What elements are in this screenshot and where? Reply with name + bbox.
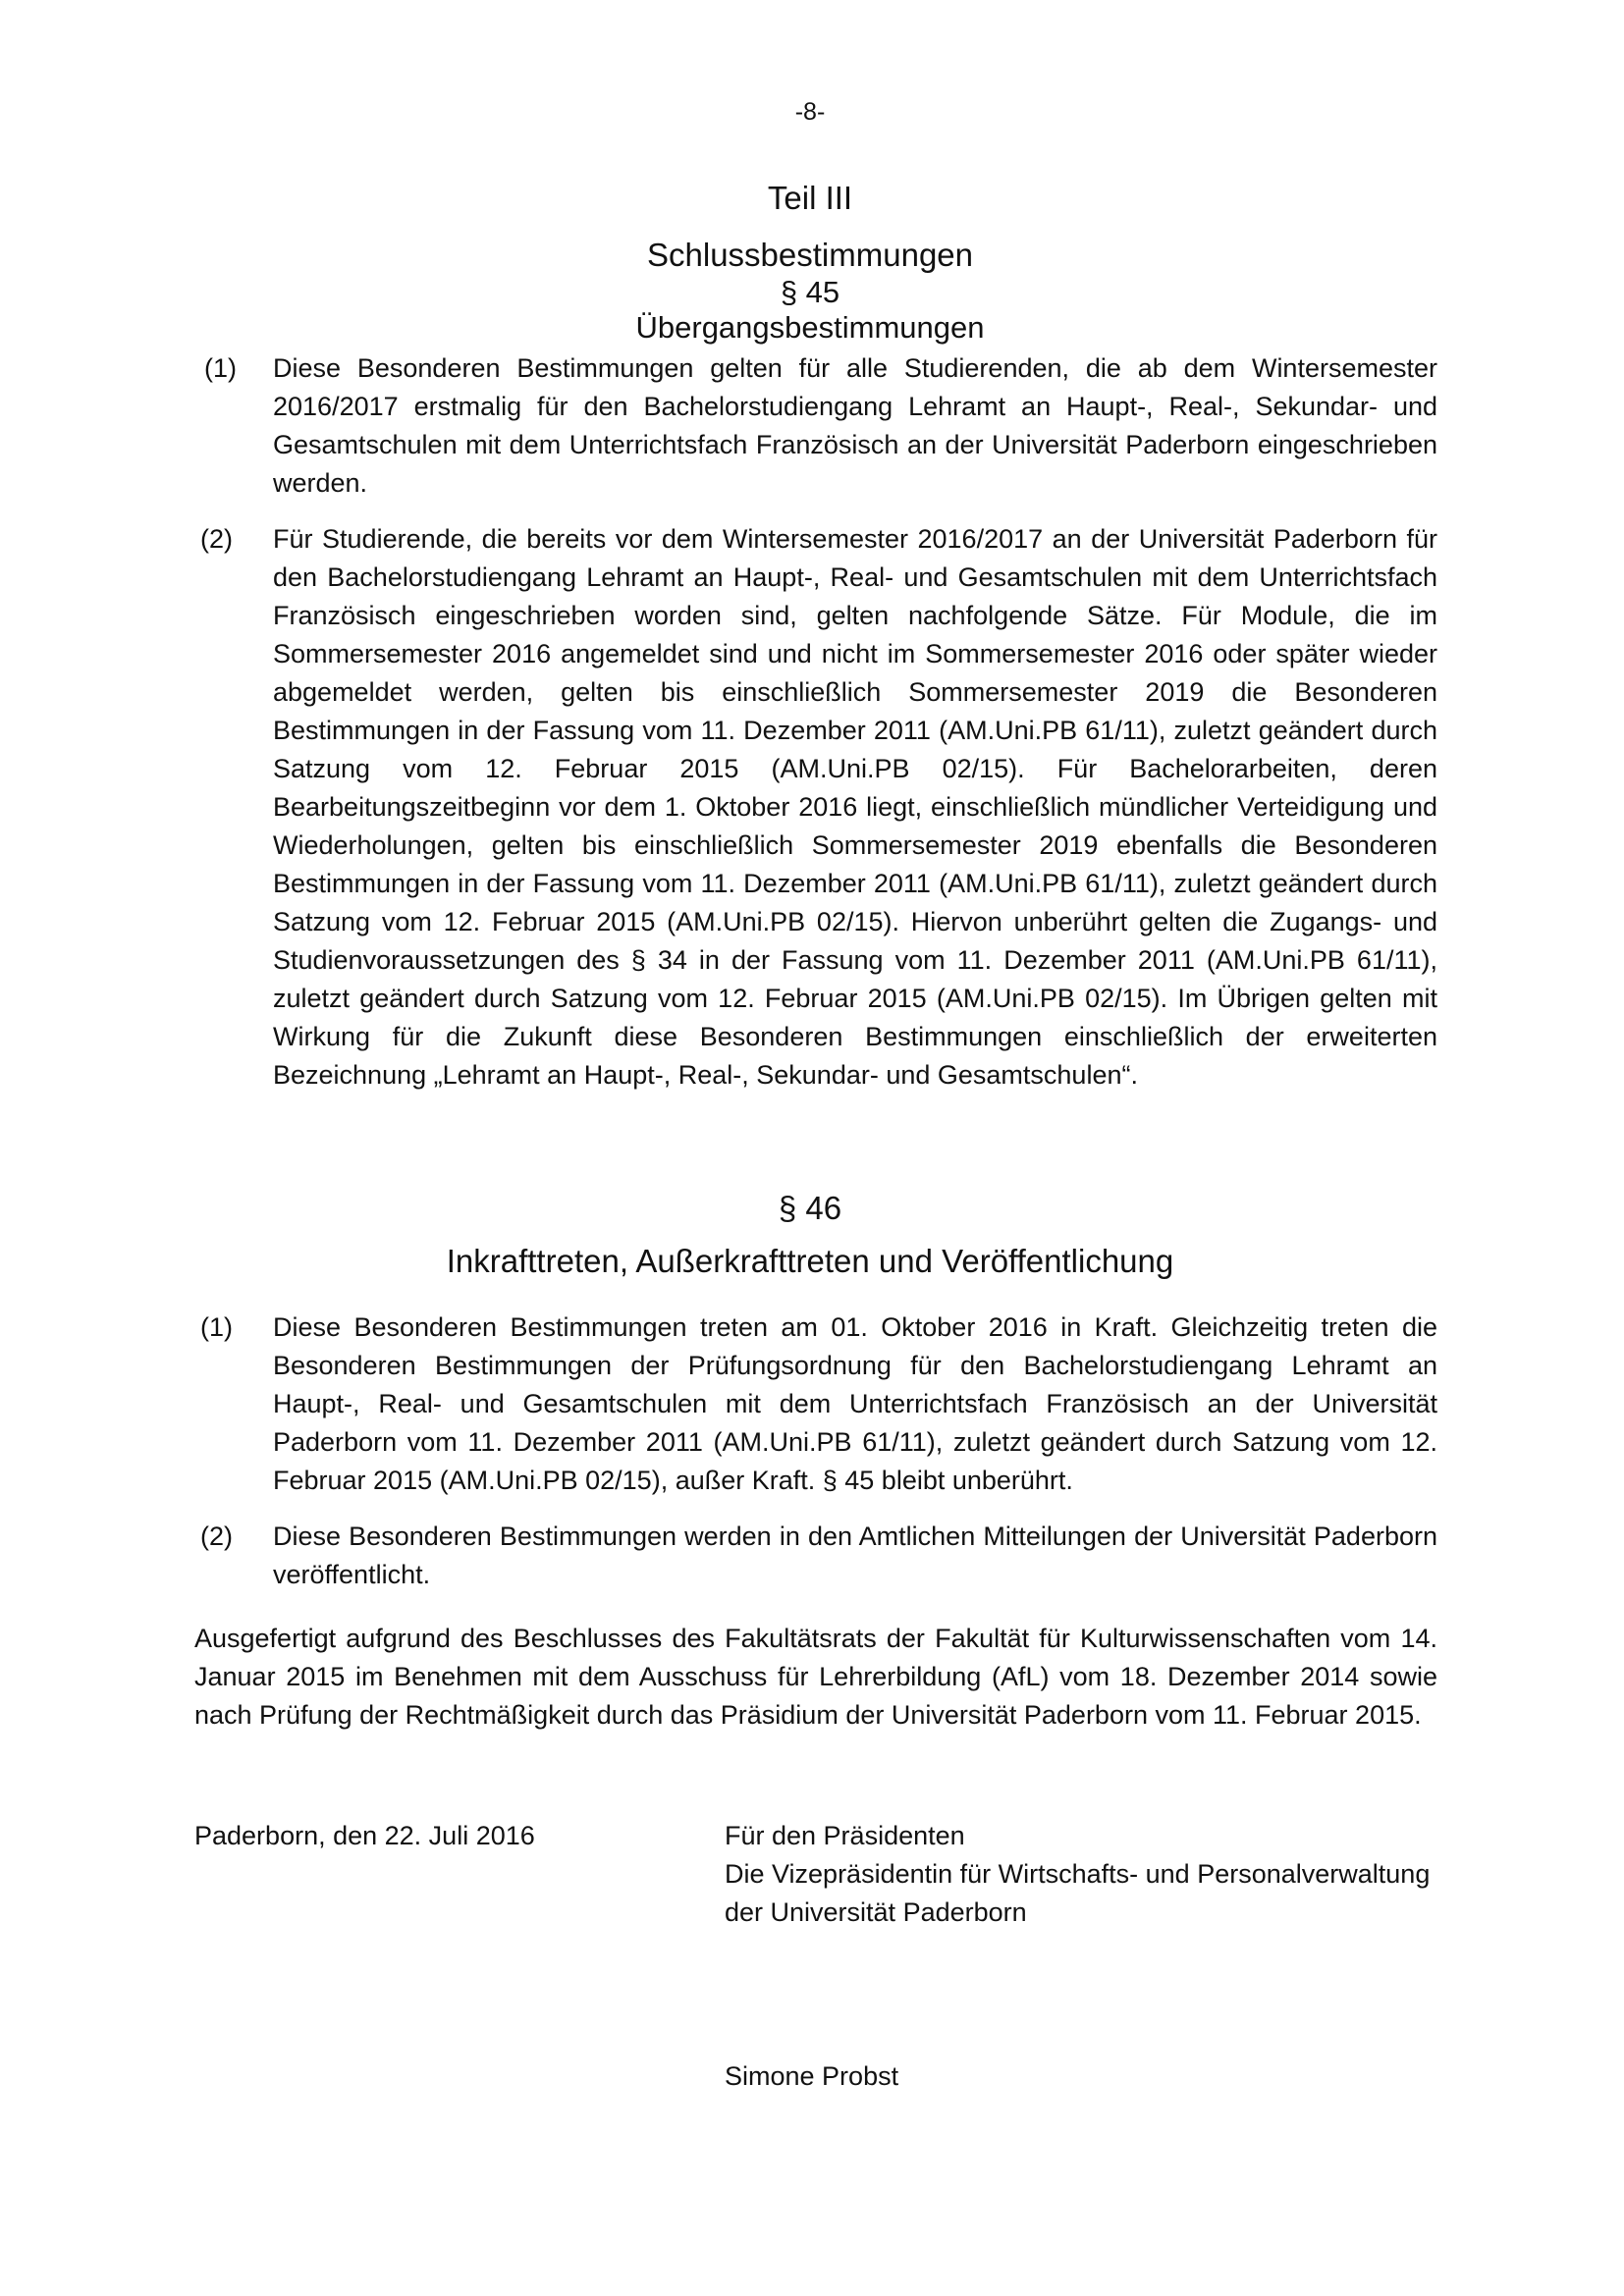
- item-number: (1): [204, 353, 237, 383]
- closing-paragraph: Ausgefertigt aufgrund des Beschlusses des Fakultätsrats der Fakultät für Kulturwissenschaften vom 14. Januar 2015 im Benehmen mit dem Ausschuss für Lehrerbildung (AfL) vom 18. Dezember 2014 sowie nach Prüfung der Rechtmäßigkeit durch das Präsidium der Universität Paderborn vom 11. Februar 2015.: [194, 1624, 1437, 1730]
- section-45-number: § 45: [780, 275, 840, 309]
- part-title: Teil III: [767, 180, 853, 216]
- item-number: (2): [200, 524, 233, 554]
- item-text: Für Studierende, die bereits vor dem Wintersemester 2016/2017 an der Universität Paderborn für den Bachelorstudiengang Lehramt an Haupt-, Real- und Gesamtschulen mit dem Unterrichtsfach Französisch eingeschrieben worden sind, gelten nachfolgende Sätze. Für Module, die im Sommersemester 2016 angemeldet sind und nicht im Sommersemester 2016 oder später wieder abgemeldet werden, gelten bis einschließlich Sommersemester 2019 die Besonderen Bestimmungen in der Fassung vom 11. Dezember 2011 (AM.Uni.PB 61/11), zuletzt geändert durch Satzung vom 12. Februar 2015 (AM.Uni.PB 02/15). Für Bachelorarbeiten, deren Bearbeitungszeitbeginn vor dem 1. Oktober 2016 liegt, einschließlich mündlicher Verteidigung und Wiederholungen, gelten bis einschließlich Sommersemester 2019 ebenfalls die Besonderen Bestimmungen in der Fassung vom 11. Dezember 2011 (AM.Uni.PB 61/11), zuletzt geändert durch Satzung vom 12. Februar 2015 (AM.Uni.PB 02/15). Hiervon unberührt gelten die Zugangs- und Studienvoraussetzungen des § 34 in der Fassung vom 11. Dezember 2011 (AM.Uni.PB 61/11), zuletzt geändert durch Satzung vom 12. Februar 2015 (AM.Uni.PB 02/15). Im Übrigen gelten mit Wirkung für die Zukunft diese Besonderen Bestimmungen einschließlich der erweiterten Bezeichnung „Lehramt an Haupt-, Real-, Sekundar- und Gesamtschulen“.: [273, 524, 1437, 1090]
- signatory-line-3: der Universität Paderborn: [725, 1897, 1027, 1927]
- section-46-item-1: [194, 1308, 1437, 1500]
- item-number: (1): [200, 1312, 233, 1342]
- section-46-number: § 46: [778, 1190, 842, 1226]
- section-46-item-2: [194, 1518, 1437, 1594]
- page-number: -8-: [794, 98, 826, 126]
- signatory-name: Simone Probst: [725, 2061, 899, 2091]
- section-45-title: Übergangsbestimmungen: [635, 310, 985, 345]
- item-text: Diese Besonderen Bestimmungen werden in den Amtlichen Mitteilungen der Universität Paderborn veröffentlicht.: [273, 1522, 1437, 1589]
- signature-block: [194, 1817, 1437, 1932]
- signatory-line-1: Für den Präsidenten: [725, 1821, 965, 1850]
- signatory-line-2: Die Vizepräsidentin für Wirtschafts- und Personalverwaltung: [725, 1859, 1431, 1889]
- section-45-item-2: [194, 520, 1437, 1095]
- part-subtitle: Schlussbestimmungen: [647, 237, 973, 273]
- signatory-title: [725, 1817, 1437, 1932]
- item-text: Diese Besonderen Bestimmungen gelten für alle Studierenden, die ab dem Wintersemester 2016/2017 erstmalig für den Bachelorstudiengang Lehramt an Haupt-, Real-, Sekundar- und Gesamtschulen mit dem Unterrichtsfach Französisch an der Universität Paderborn eingeschrieben werden.: [273, 353, 1437, 498]
- section-46-title: Inkrafttreten, Außerkrafttreten und Veröffentlichung: [446, 1243, 1174, 1279]
- section-45-item-1: [194, 349, 1437, 503]
- item-text: Diese Besonderen Bestimmungen treten am 01. Oktober 2016 in Kraft. Gleichzeitig treten die Besonderen Bestimmungen der Prüfungsordnung für den Bachelorstudiengang Lehramt an Haupt-, Real- und Gesamtschulen mit dem Unterrichtsfach Französisch an der Universität Paderborn vom 11. Dezember 2011 (AM.Uni.PB 61/11), zuletzt geändert durch Satzung vom 12. Februar 2015 (AM.Uni.PB 02/15), außer Kraft. § 45 bleibt unberührt.: [273, 1312, 1437, 1495]
- place-date: Paderborn, den 22. Juli 2016: [194, 1821, 535, 1850]
- item-number: (2): [200, 1522, 233, 1551]
